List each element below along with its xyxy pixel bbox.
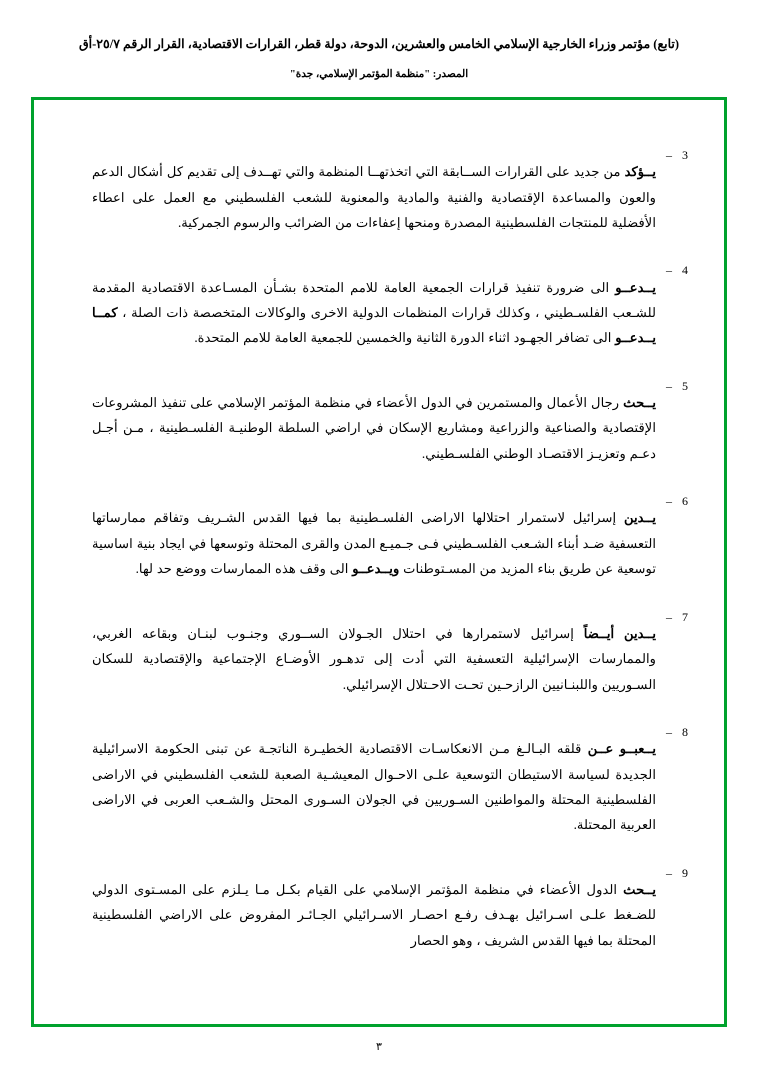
green-content-frame xyxy=(31,97,727,1027)
clause-body-3 xyxy=(46,146,662,248)
clause-lead-word-secondary: ويــدعــو xyxy=(352,561,400,577)
clause-text-secondary: الى وقف هذه الممارسات ووضع حد لها. xyxy=(135,561,353,577)
clause-number-value: 8 xyxy=(682,725,688,740)
clause-number-4 xyxy=(662,261,712,278)
clause-paragraph xyxy=(92,736,656,837)
clause-text: إسرائيل لاستمرار احتلالها الاراضى الفلسـطينية بما فيها القدس الشـريف وتفاقم ممارساتها التعسفية ضـد أبناء الشـعب الفلسـطيني فـى جـميـع المدن والقرى المحتلة وتوسعها في ايجاد بنية اساسية توسعية عن طريق بناء المزيد من المسـتوطنات xyxy=(92,510,656,577)
clause-body-6 xyxy=(46,492,662,594)
clause-item-6 xyxy=(46,492,712,594)
clause-item-7 xyxy=(46,608,712,710)
clause-dash: – xyxy=(666,609,672,624)
clause-lead-word: يــدعــو xyxy=(615,279,656,295)
clause-text-secondary: الى تضافر الجهـود اثناء الدورة الثانية والخمسين للجمعية العامة للامم المتحدة. xyxy=(194,330,616,346)
clause-list-container xyxy=(46,146,712,1014)
clause-dash: – xyxy=(666,148,672,162)
clause-list xyxy=(46,146,712,966)
clause-number-3 xyxy=(662,146,712,163)
clause-lead-word: يــدين xyxy=(623,510,656,526)
clause-number-6 xyxy=(662,492,712,509)
clause-paragraph xyxy=(92,390,656,466)
clause-lead-word: يــؤكد xyxy=(624,164,656,180)
clause-paragraph xyxy=(92,505,656,581)
clause-item-4 xyxy=(46,261,712,363)
clause-number-value: 5 xyxy=(682,378,688,393)
page-footer xyxy=(0,1040,758,1053)
clause-number-9 xyxy=(662,864,712,881)
clause-lead-word-secondary: كمــا يــدعــو xyxy=(92,304,656,346)
clause-number-value: 4 xyxy=(682,263,688,278)
clause-dash: – xyxy=(666,494,672,509)
clause-item-5 xyxy=(46,377,712,479)
clause-number-value: 3 xyxy=(682,148,688,162)
clause-body-7 xyxy=(46,608,662,710)
clause-dash: – xyxy=(666,378,672,393)
clause-body-4 xyxy=(46,261,662,363)
clause-number-5 xyxy=(662,377,712,394)
clause-paragraph xyxy=(92,877,656,953)
clause-item-3 xyxy=(46,146,712,248)
clause-lead-word: يــحث xyxy=(623,395,656,410)
header-title: (تابع) مؤتمر وزراء الخارجية الإسلامي الخامس والعشرين، الدوحة، دولة قطر، القرارات الاقتصادية، القرار الرقم ٢٥/٧-أق xyxy=(78,37,680,51)
clause-text: الى ضرورة تنفيذ قرارات الجمعية العامة للامم المتحدة بشـأن المسـاعدة الاقتصادية المقدمة للشـعب الفلسـطيني ، وكذلك قرارات المنظمات الدولية الاخرى والوكالات المتخصصة ذات الصلة ، xyxy=(92,279,656,320)
page-header xyxy=(0,36,758,80)
clause-number-value: 9 xyxy=(682,865,688,880)
clause-paragraph xyxy=(92,275,656,351)
clause-dash: – xyxy=(666,263,672,278)
clause-text: رجال الأعمال والمستمرين في الدول الأعضاء في منظمة المؤتمر الإسلامي على تنفيذ المشروعات الإقتصادية والصناعية والزراعية ومشاريع الإسكان في اراضي السلطة الوطنيـة الفلسـطينية ، مـن أجـل دعـم وتعزيـز الاقتصـاد الوطني الفلسـطيني. xyxy=(92,395,656,461)
page-number: ٣ xyxy=(376,1041,382,1053)
clause-paragraph xyxy=(92,159,656,235)
clause-item-9 xyxy=(46,864,712,966)
clause-body-5 xyxy=(46,377,662,479)
clause-text: قلقه البـالـغ مـن الانعكاسـات الاقتصادية الخطيـرة الناتجـة عن تبنى الحكومة الاسرائيلية الجديدة لسياسة الاستيطان التوسعية علـى الاحـوال المعيشـية الصعبة للشعب الفلسطيني في الاراضى الفلسطينية المحتلة والمواطنين السـوريين في الجولان السـورى المحتل والشـعب العربى في الاراضى العربية المحتلة. xyxy=(92,741,656,833)
clause-number-value: 6 xyxy=(682,494,688,509)
clause-text: الدول الأعضاء في منظمة المؤتمر الإسلامي على القيام بكـل مـا يـلزم على المسـتوى الدولي للضـغط علـى اسـرائيل بهـدف رفـع احصـار الاسـرائيلي الجـائـر المفروض على الاراضي الفلسطينية المحتلة بما فيها القدس الشريف ، وهو الحصار xyxy=(92,881,656,948)
clause-number-8 xyxy=(662,723,712,740)
clause-number-7 xyxy=(662,608,712,625)
header-source: المصدر: "منظمة المؤتمر الإسلامي، جدة" xyxy=(289,68,469,80)
clause-text: من جديد على القرارات الســابقة التي اتخذتهــا المنظمة والتي تهــدف إلى تقديم كل أشكال الدعم والعون والمساعدة الإقتصادية والفنية والمادية والمعنوية للشعب الفلسطيني مع العمل على اعطاء الأفضلية للمنتجات الفلسطينية المصدرة ومنحها إعفاءات من الضرائب والرسوم الجمركية. xyxy=(92,164,656,230)
clause-number-value: 7 xyxy=(682,609,688,624)
clause-lead-word: يــعبــو عــن xyxy=(587,741,656,757)
clause-dash: – xyxy=(666,725,672,740)
clause-body-9 xyxy=(46,864,662,966)
clause-paragraph xyxy=(92,621,656,697)
clause-item-8 xyxy=(46,723,712,851)
clause-lead-word: يــحث xyxy=(623,881,656,897)
clause-body-8 xyxy=(46,723,662,851)
clause-lead-word: يــدين أيــضاً xyxy=(583,625,656,641)
clause-text: إسرائيل لاستمرارها في احتلال الجـولان الســوري وجنـوب لبنـان وبقاعه الغربي، والممارسات الإسرائيلية التعسفية التي أدت إلى تدهـور الأوضـاع الإجتماعية والإقتصادية للسكان السـوريين واللبنـانيين الرازحـين تحـت الاحـتلال الإسرائيلي. xyxy=(92,625,656,692)
clause-dash: – xyxy=(666,865,672,880)
